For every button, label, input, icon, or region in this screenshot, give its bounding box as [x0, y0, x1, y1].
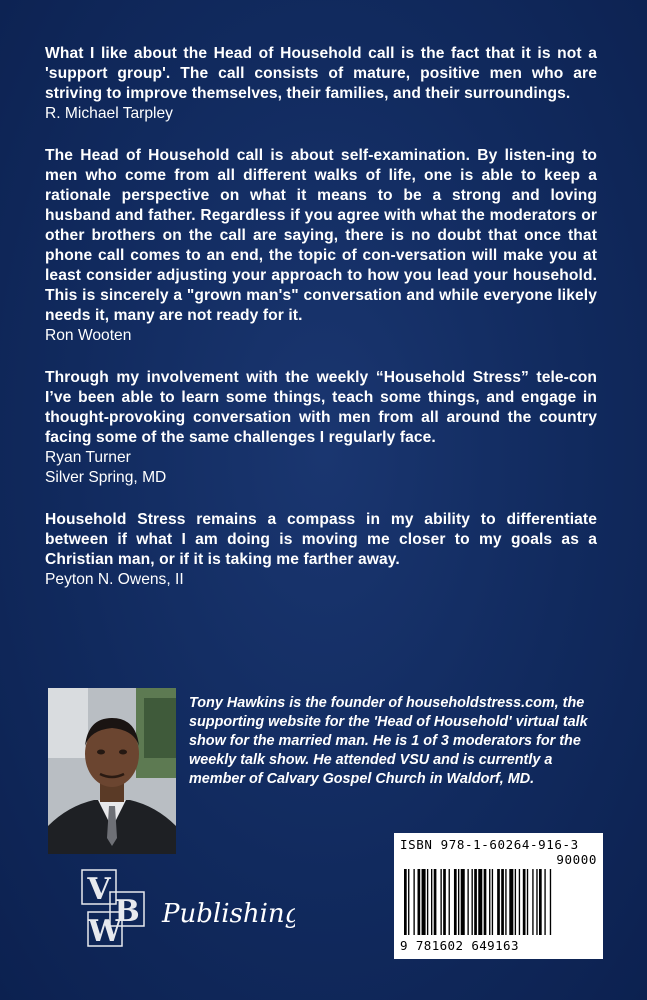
vbw-publishing-logo — [80, 866, 295, 950]
testimonial-text: Through my involvement with the weekly “Household Stress” tele-con I’ve been able to learn some things, teach some things, and engage in thought-provoking conversation with men from all around the country facing some of the same challenges I regularly face. — [45, 369, 597, 446]
author-bio: Tony Hawkins is the founder of householdstress.com, the supporting website for the 'Head of Household' virtual talk show for the married man. He is 1 of 3 moderators for the weekly talk show. He attended VSU and is currently a member of Calvary Gospel Church in Waldorf, MD. — [189, 695, 588, 787]
isbn-barcode — [394, 833, 603, 959]
publisher-logo — [80, 866, 295, 950]
testimonial — [45, 44, 597, 124]
logo-letter-v: V — [87, 872, 111, 907]
testimonial — [45, 510, 597, 590]
testimonial-text: The Head of Household call is about self-examination. By listen-ing to men who come from all different walks of life, one is able to keep a rationale perspective on what it means to be a strong and loving husband and father. Regardless if you agree with what the moderators or other brothers on the call are saying, there is no doubt that once that phone call comes to an end, the topic of con-versation will make you at least consider adjusting your approach to how you lead your household. This is sincerely a "grown man's" conversation and while everyone likely needs it, many are not ready for it. — [45, 147, 597, 324]
testimonial-author: R. Michael Tarpley — [45, 105, 173, 122]
price-code: 90000 — [556, 852, 597, 867]
logo-letter-b: B — [114, 894, 140, 929]
testimonial-location: Silver Spring, MD — [45, 469, 167, 486]
logo-letter-w: W — [88, 914, 122, 949]
author-portrait-image — [48, 688, 176, 854]
barcode-bars — [404, 869, 594, 935]
testimonial-author: Ron Wooten — [45, 327, 132, 344]
ean-number: 9 781602 649163 — [400, 938, 519, 953]
author-photo — [48, 688, 176, 854]
testimonial-text: Household Stress remains a compass in my ability to differentiate between if what I am doing is moving me closer to my goals as a Christian man, or if it is taking me farther away. — [45, 511, 597, 568]
testimonials — [45, 44, 597, 612]
testimonial — [45, 368, 597, 488]
isbn-label: ISBN 978-1-60264-916-3 — [400, 837, 579, 852]
testimonial-text: What I like about the Head of Household call is the fact that it is not a 'support group'. The call consists of mature, positive men who are striving to improve themselves, their families, and their surroundings. — [45, 45, 597, 102]
testimonial — [45, 146, 597, 346]
testimonial-author: Ryan Turner — [45, 449, 131, 466]
publisher-name: Publishing — [162, 899, 295, 929]
testimonial-author: Peyton N. Owens, II — [45, 571, 184, 588]
